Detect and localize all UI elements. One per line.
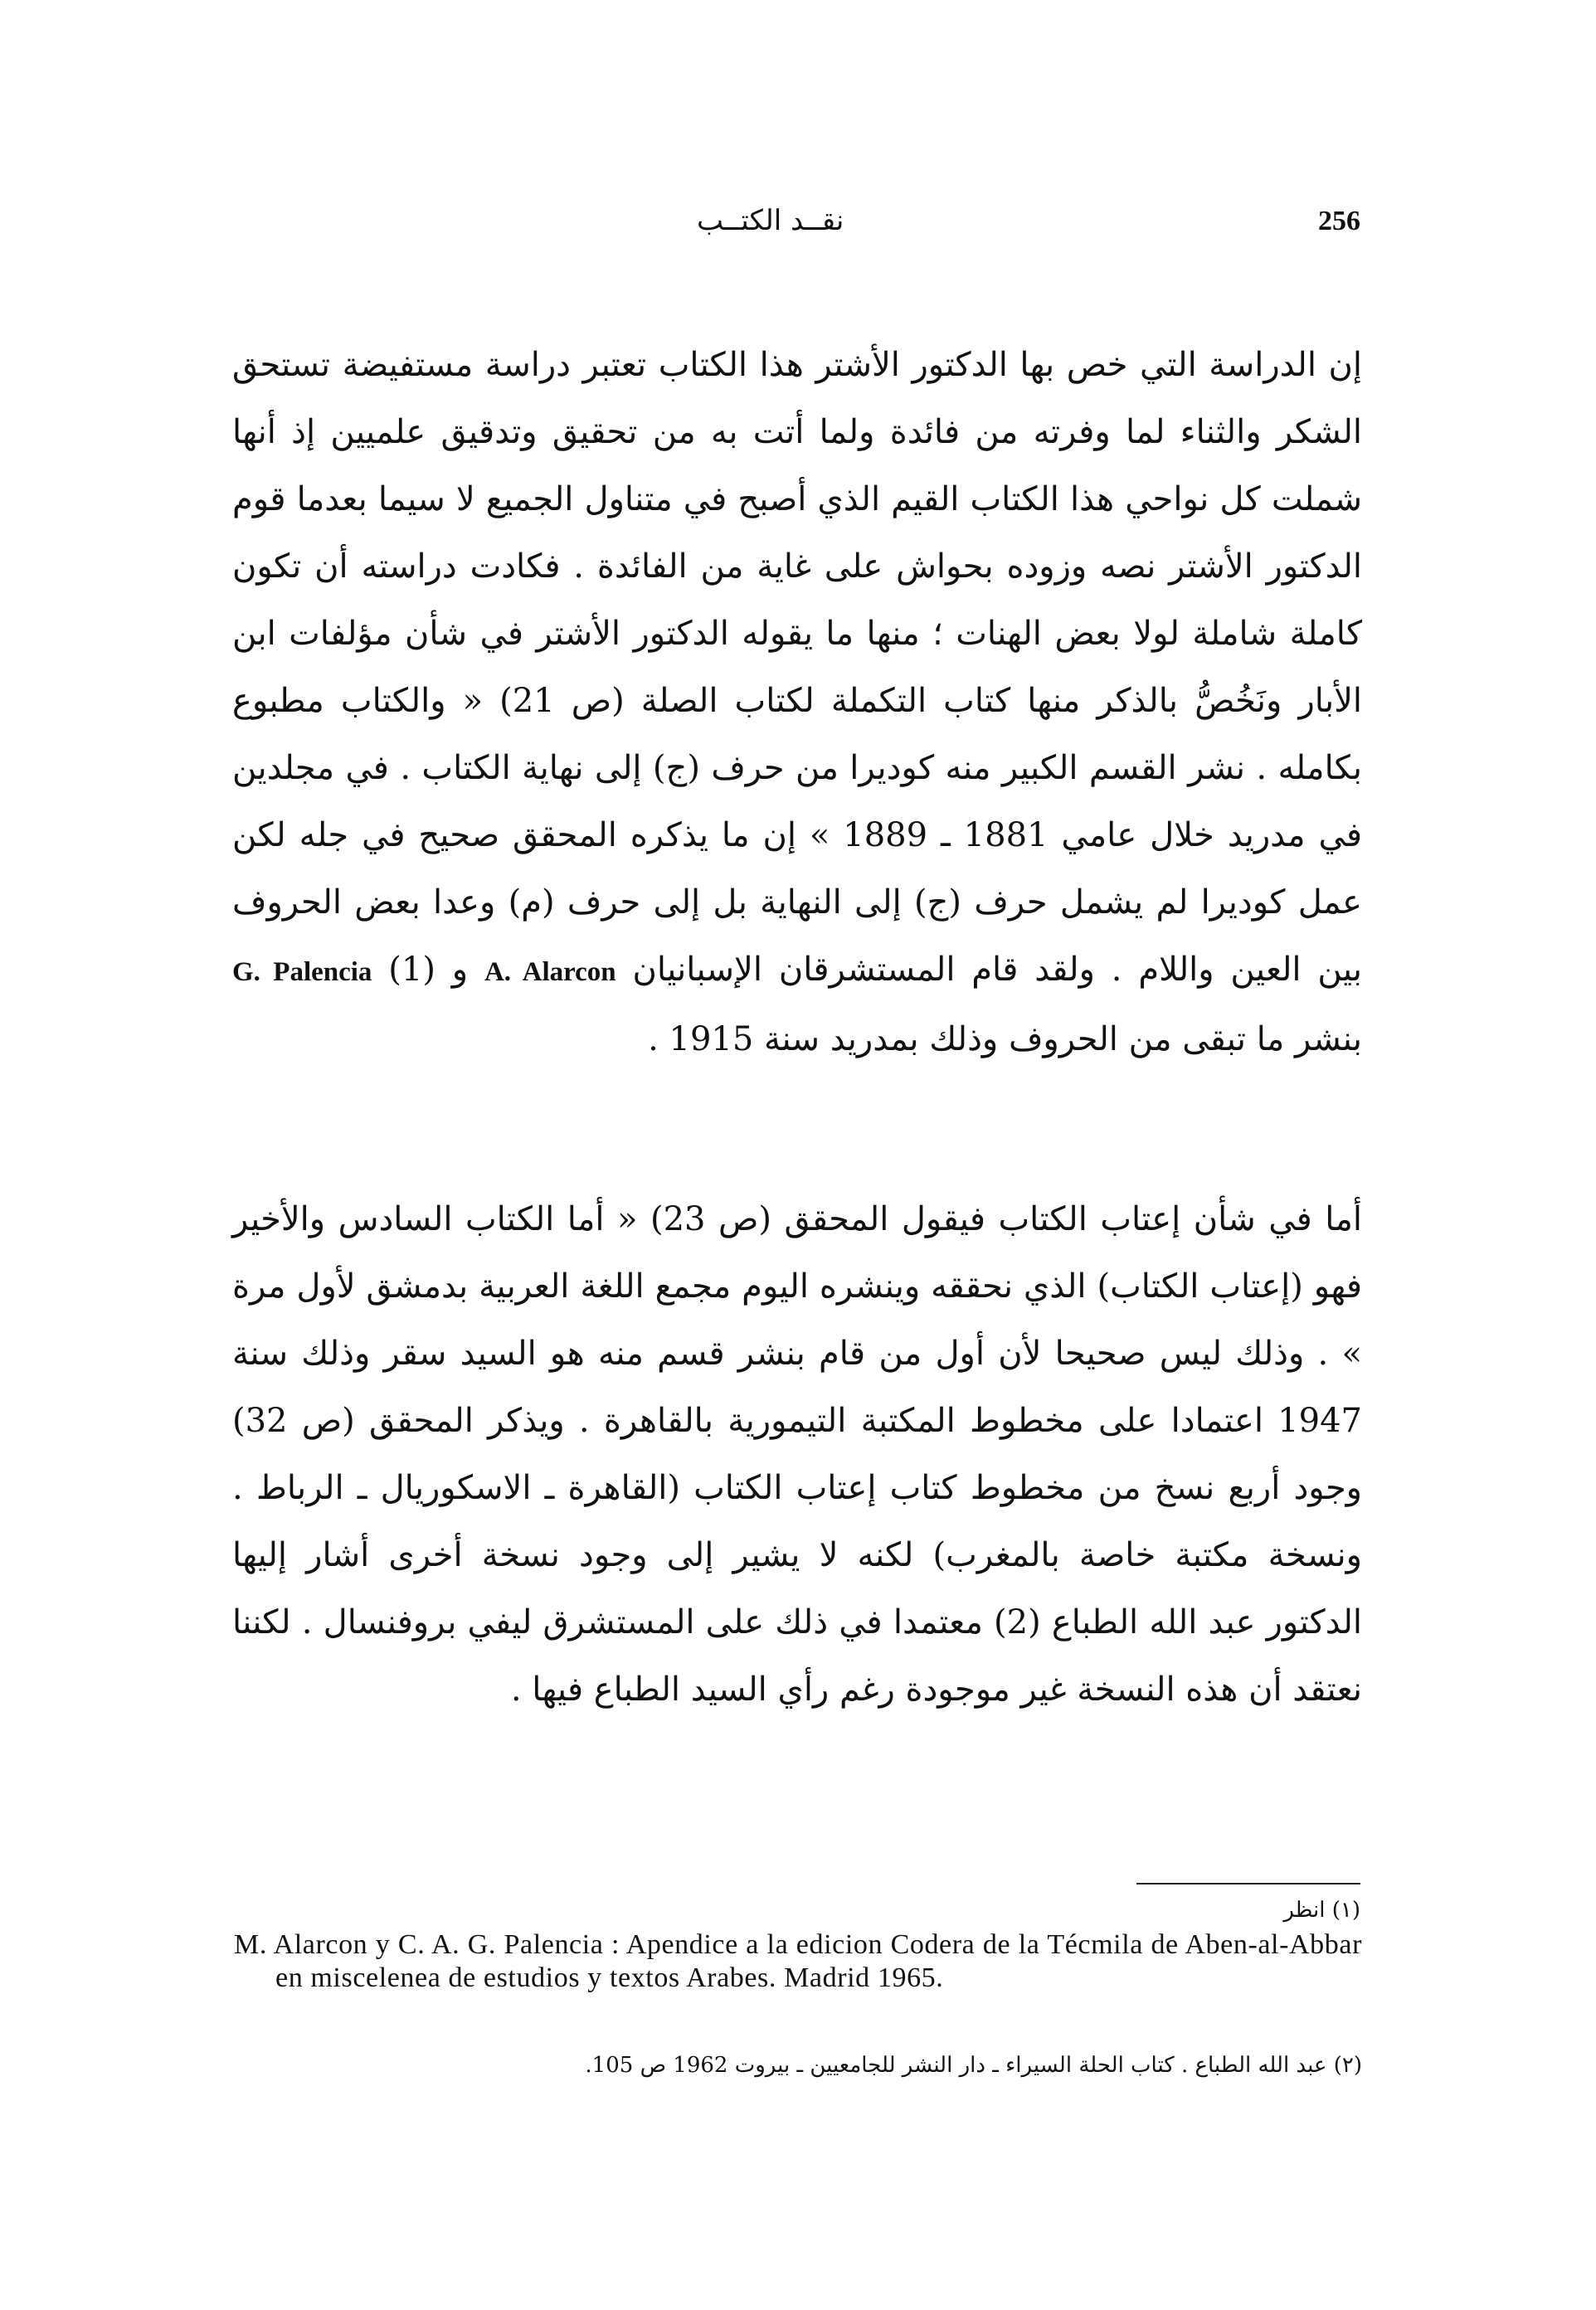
footnote-divider xyxy=(1136,1883,1360,1884)
paragraph-1-connector: و xyxy=(435,951,484,989)
paragraph-1-text xyxy=(232,332,1362,1073)
paragraph-1 xyxy=(232,332,1362,1073)
paragraph-1-before-latin: إن الدراسة التي خص بها الدكتور الأشتر هذا الكتاب تعتبر دراسة مستفيضة تستحق الشكر والثناء لما وفرته من فائدة ولما أتت به من تحقيق وتدقيق علميين إذ أنها شملت كل نواحي هذا الكتاب القيم الذي أصبح في متناول الجميع لا سيما بعدما قوم الدكتور الأشتر نصه وزوده بحواش على غاية من الفائدة . فكادت دراسته أن تكون كاملة شاملة لولا بعض الهنات ؛ منها ما يقوله الدكتور الأشتر في شأن مؤلفات ابن الأبار ونَخُصُّ بالذكر منها كتاب التكملة لكتاب الصلة (ص 21) « والكتاب مطبوع بكامله . نشر القسم الكبير منه كوديرا من حرف (ج) إلى نهاية الكتاب . في مجلدين في مدريد خلال عامي 1881 ـ 1889 » إن ما يذكره المحقق صحيح في جله لكن عمل كوديرا لم يشمل حرف (ج) إلى النهاية بل إلى حرف (م) وعدا بعض الحروف بين العين واللام . ولقد قام المستشرقان الإسبانيان xyxy=(232,346,1363,989)
page-header xyxy=(232,206,1360,255)
paragraph-1-after-latin: (1) بنشر ما تبقى من الحروف وذلك بمدريد سنة 1915 . xyxy=(372,951,1362,1058)
footnote-2-text: (٢) عبد الله الطباع . كتاب الحلة السيراء ـ دار النشر للجامعيين ـ بيروت 1962 ص 105. xyxy=(585,2053,1362,2078)
page-number: 256 xyxy=(1318,206,1360,236)
paragraph-2 xyxy=(232,1186,1362,1724)
latin-name-palencia: G. Palencia xyxy=(232,957,372,987)
running-title: نقــد الكتــب xyxy=(697,204,844,237)
footnote-1-text: M. Alarcon y C. A. G. Palencia : Apendice a la edicion Codera de la Técmila de Aben-al-Abbar en miscelenea de estudios y textos Arabes. Madrid 1965. xyxy=(234,1929,1362,1993)
paragraph-2-text: أما في شأن إعتاب الكتاب فيقول المحقق (ص 23) « أما الكتاب السادس والأخير فهو (إعتاب الكتاب) الذي نحققه وينشره اليوم مجمع اللغة العربية بدمشق لأول مرة » . وذلك ليس صحيحا لأن أول من قام بنشر قسم منه هو السيد سقر وذلك سنة 1947 اعتمادا على مخطوط المكتبة التيمورية بالقاهرة . ويذكر المحقق (ص 32) وجود أربع نسخ من مخطوط كتاب إعتاب الكتاب (القاهرة ـ الاسكوريال ـ الرباط . ونسخة مكتبة خاصة بالمغرب) لكنه لا يشير إلى وجود نسخة أخرى أشار إليها الدكتور عبد الله الطباع (2) معتمدا في ذلك على المستشرق ليفي بروفنسال . لكننا نعتقد أن هذه النسخة غير موجودة رغم رأي السيد الطباع فيها . xyxy=(232,1200,1363,1709)
footnote-1-label: (١) انظر xyxy=(1283,1898,1360,1923)
latin-name-alarcon: A. Alarcon xyxy=(484,957,616,987)
